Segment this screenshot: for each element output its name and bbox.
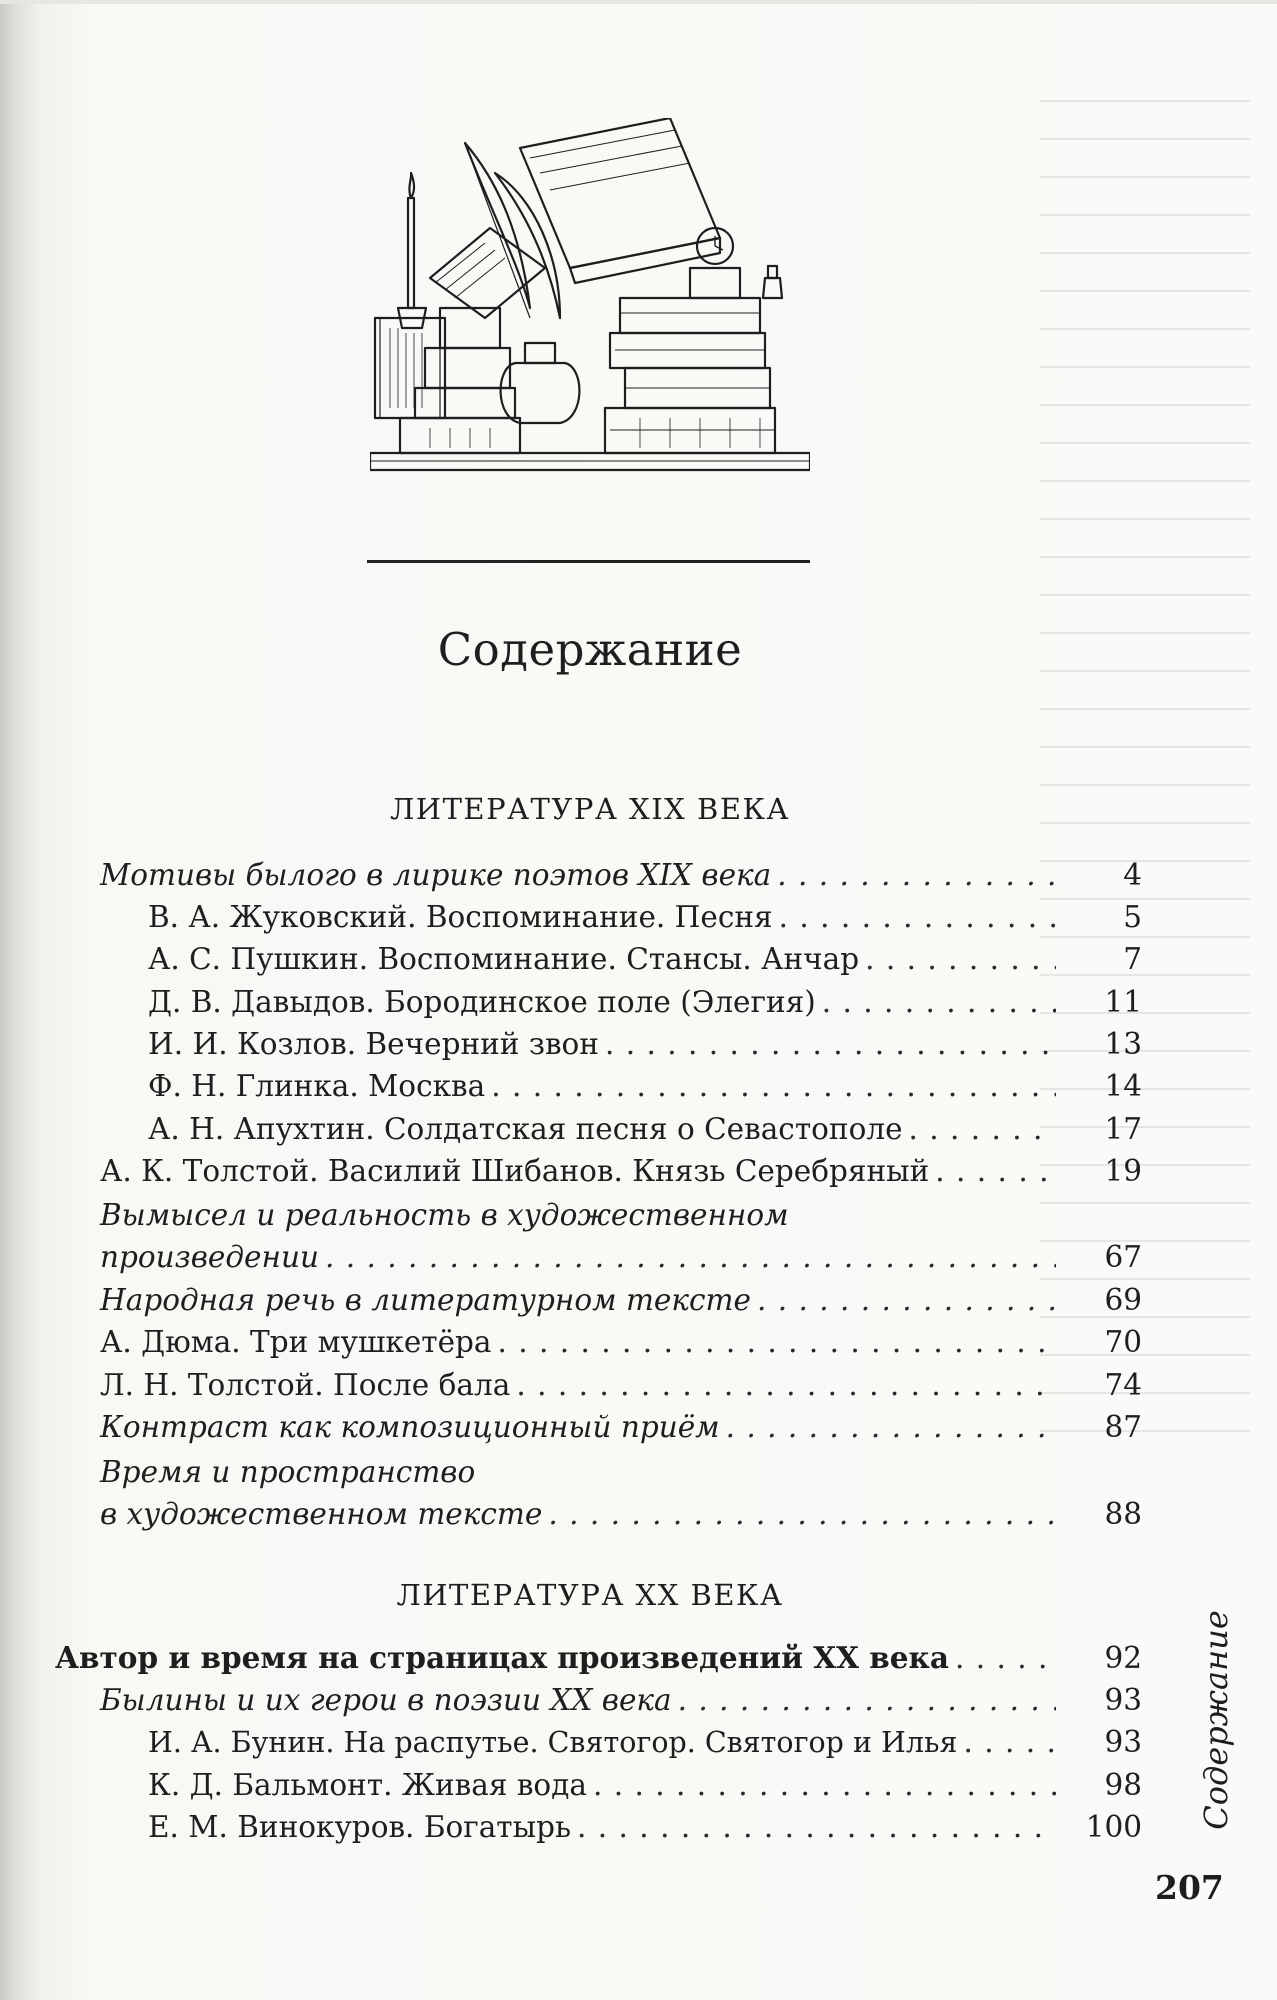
toc-entry-page: 93	[1104, 1725, 1142, 1759]
toc-entry-title: Е. М. Винокуров. Богатырь	[148, 1810, 572, 1844]
toc-entry-title: А. К. Толстой. Василий Шибанов. Князь Серебряный	[100, 1154, 930, 1188]
toc-entry-title: В. А. Жуковский. Воспоминание. Песня	[148, 900, 773, 934]
toc-entry[interactable]	[148, 1722, 1142, 1763]
toc-entry-title: А. Дюма. Три мушкетёра	[100, 1325, 492, 1359]
running-section-label-text: Содержание	[1197, 1610, 1235, 1830]
toc-entry-page: 88	[1104, 1497, 1142, 1531]
toc-entry-title: Автор и время на страницах произведений XX века	[55, 1640, 949, 1675]
toc-entry[interactable]	[148, 1765, 1142, 1805]
section-heading-20th-century: ЛИТЕРАТУРА XX ВЕКА	[396, 1578, 784, 1612]
toc-entry-title: Л. Н. Толстой. После бала	[100, 1368, 511, 1402]
section-heading-19th-century: ЛИТЕРАТУРА XIX ВЕКА	[390, 792, 790, 826]
toc-entry-title: К. Д. Бальмонт. Живая вода	[148, 1768, 587, 1802]
toc-entry-page: 87	[1104, 1410, 1142, 1444]
running-section-label	[1186, 1600, 1246, 1840]
toc-entry-page: 92	[1104, 1641, 1142, 1675]
toc-entry[interactable]	[55, 1638, 1142, 1678]
toc-entry-title: в художественном тексте	[100, 1497, 543, 1531]
toc-entry-title: И. И. Козлов. Вечерний звон	[148, 1027, 599, 1061]
leader-dots	[955, 1638, 1056, 1678]
toc-entry-page: 98	[1104, 1768, 1142, 1802]
toc-entry-title: произведении	[100, 1240, 319, 1274]
toc-entry-page: 14	[1104, 1069, 1142, 1103]
toc-entry-title: Д. В. Давыдов. Бородинское поле (Элегия)	[148, 985, 816, 1019]
toc-entry-title: А. Н. Апухтин. Солдатская песня о Севастополе	[148, 1112, 903, 1146]
leader-dots	[678, 1680, 1056, 1720]
toc-entry-title: Ф. Н. Глинка. Москва	[148, 1069, 486, 1103]
page-number: 207	[1155, 1868, 1224, 1907]
toc-entry-page: 11	[1104, 985, 1142, 1019]
leader-dots	[964, 1722, 1057, 1762]
toc-entry-title: Контраст как композиционный приём	[100, 1410, 720, 1444]
toc-entry-title-line1: Время и пространство	[100, 1455, 476, 1489]
leader-dots	[593, 1765, 1056, 1805]
toc-entry-page: 17	[1104, 1112, 1142, 1146]
toc-entry-page: 74	[1104, 1368, 1142, 1402]
toc-entry-page: 70	[1104, 1325, 1142, 1359]
toc-entry-title: Народная речь в литературном тексте	[100, 1283, 751, 1317]
toc-entry-page: 4	[1123, 858, 1142, 892]
toc-entry-page: 100	[1085, 1810, 1142, 1844]
toc-entry-title: Мотивы былого в лирике поэтов XIX века	[100, 858, 772, 892]
toc-entry-page: 13	[1104, 1027, 1142, 1061]
toc-entry-title: Былины и их герои в поэзии XX века	[100, 1683, 672, 1717]
toc-entry-page: 5	[1123, 900, 1142, 934]
toc-entry[interactable]	[148, 1807, 1142, 1847]
leader-dots	[577, 1807, 1056, 1847]
toc-entry[interactable]	[100, 1680, 1142, 1720]
toc-entry-page: 93	[1104, 1683, 1142, 1717]
toc-entry-title: А. С. Пушкин. Воспоминание. Стансы. Анчар	[148, 942, 860, 976]
page-title: Содержание	[437, 623, 743, 676]
toc-entry-page: 67	[1104, 1240, 1142, 1274]
toc-entry-title-line1: Вымысел и реальность в художественном	[100, 1198, 789, 1232]
toc-entry-page: 69	[1104, 1283, 1142, 1317]
toc-entry-page: 19	[1104, 1154, 1142, 1188]
toc-entry-title: И. А. Бунин. На распутье. Святогор. Святогор и Илья	[148, 1726, 958, 1759]
toc-entry-page: 7	[1123, 942, 1142, 976]
